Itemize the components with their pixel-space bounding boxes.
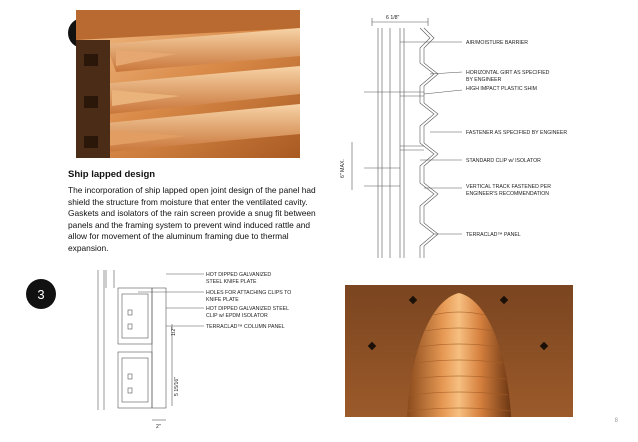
dim-bottom: 2" [156,424,161,430]
section-number-badge-3: 3 [26,279,56,309]
dimension-side: 6" MAX. [340,159,346,178]
column-panel-diagram [68,270,318,430]
label-holes-1: HOLES FOR ATTACHING CLIPS TO [206,290,292,296]
label-holes-2: KNIFE PLATE [206,297,239,303]
ship-lapped-section-diagram [334,8,594,258]
label-knife-plate-2: STEEL KNIFE PLATE [206,279,257,285]
dim-height: 5 15/16" [174,376,180,396]
label-knife-plate-1: HOT DIPPED GALVANIZED [206,272,272,278]
label-air-barrier: AIR/MOISTURE BARRIER [466,40,528,46]
label-track-2: ENGINEER'S RECOMMENDATION [466,191,550,197]
section-heading: Ship lapped design [68,169,156,180]
terracotta-column-photo [345,285,573,417]
label-clip-1: HOT DIPPED GALVANIZED STEEL [206,306,290,312]
dimension-top: 6 1/8" [386,15,400,21]
page-number: 8 [614,418,618,424]
label-shim: HIGH IMPACT PLASTIC SHIM [466,86,538,92]
label-fastener: FASTENER AS SPECIFIED BY ENGINEER [466,130,568,136]
label-track-1: VERTICAL TRACK FASTENED PER [466,184,551,190]
label-clip-2: CLIP w/ EPDM ISOLATOR [206,313,268,319]
label-girt-1: HORIZONTAL GIRT AS SPECIFIED [466,70,550,76]
terracotta-panel-photo [76,10,300,158]
section-paragraph: The incorporation of ship lapped open joint design of the panel had shield the structure from moisture that enter the ventilated cavity. Gaskets and isolators of the rain screen provide a snug fit between panels and the framing system to prevent wind induced rattle and allow for movement of the aluminum framing due to thermal expansion. [68,185,316,253]
label-girt-2: BY ENGINEER [466,77,502,83]
dim-half: 1/2" [171,326,177,336]
label-panel: TERRACLAD™ PANEL [466,232,521,238]
label-clip: STANDARD CLIP w/ ISOLATOR [466,158,541,164]
label-column-panel: TERRACLAD™ COLUMN PANEL [206,324,285,330]
